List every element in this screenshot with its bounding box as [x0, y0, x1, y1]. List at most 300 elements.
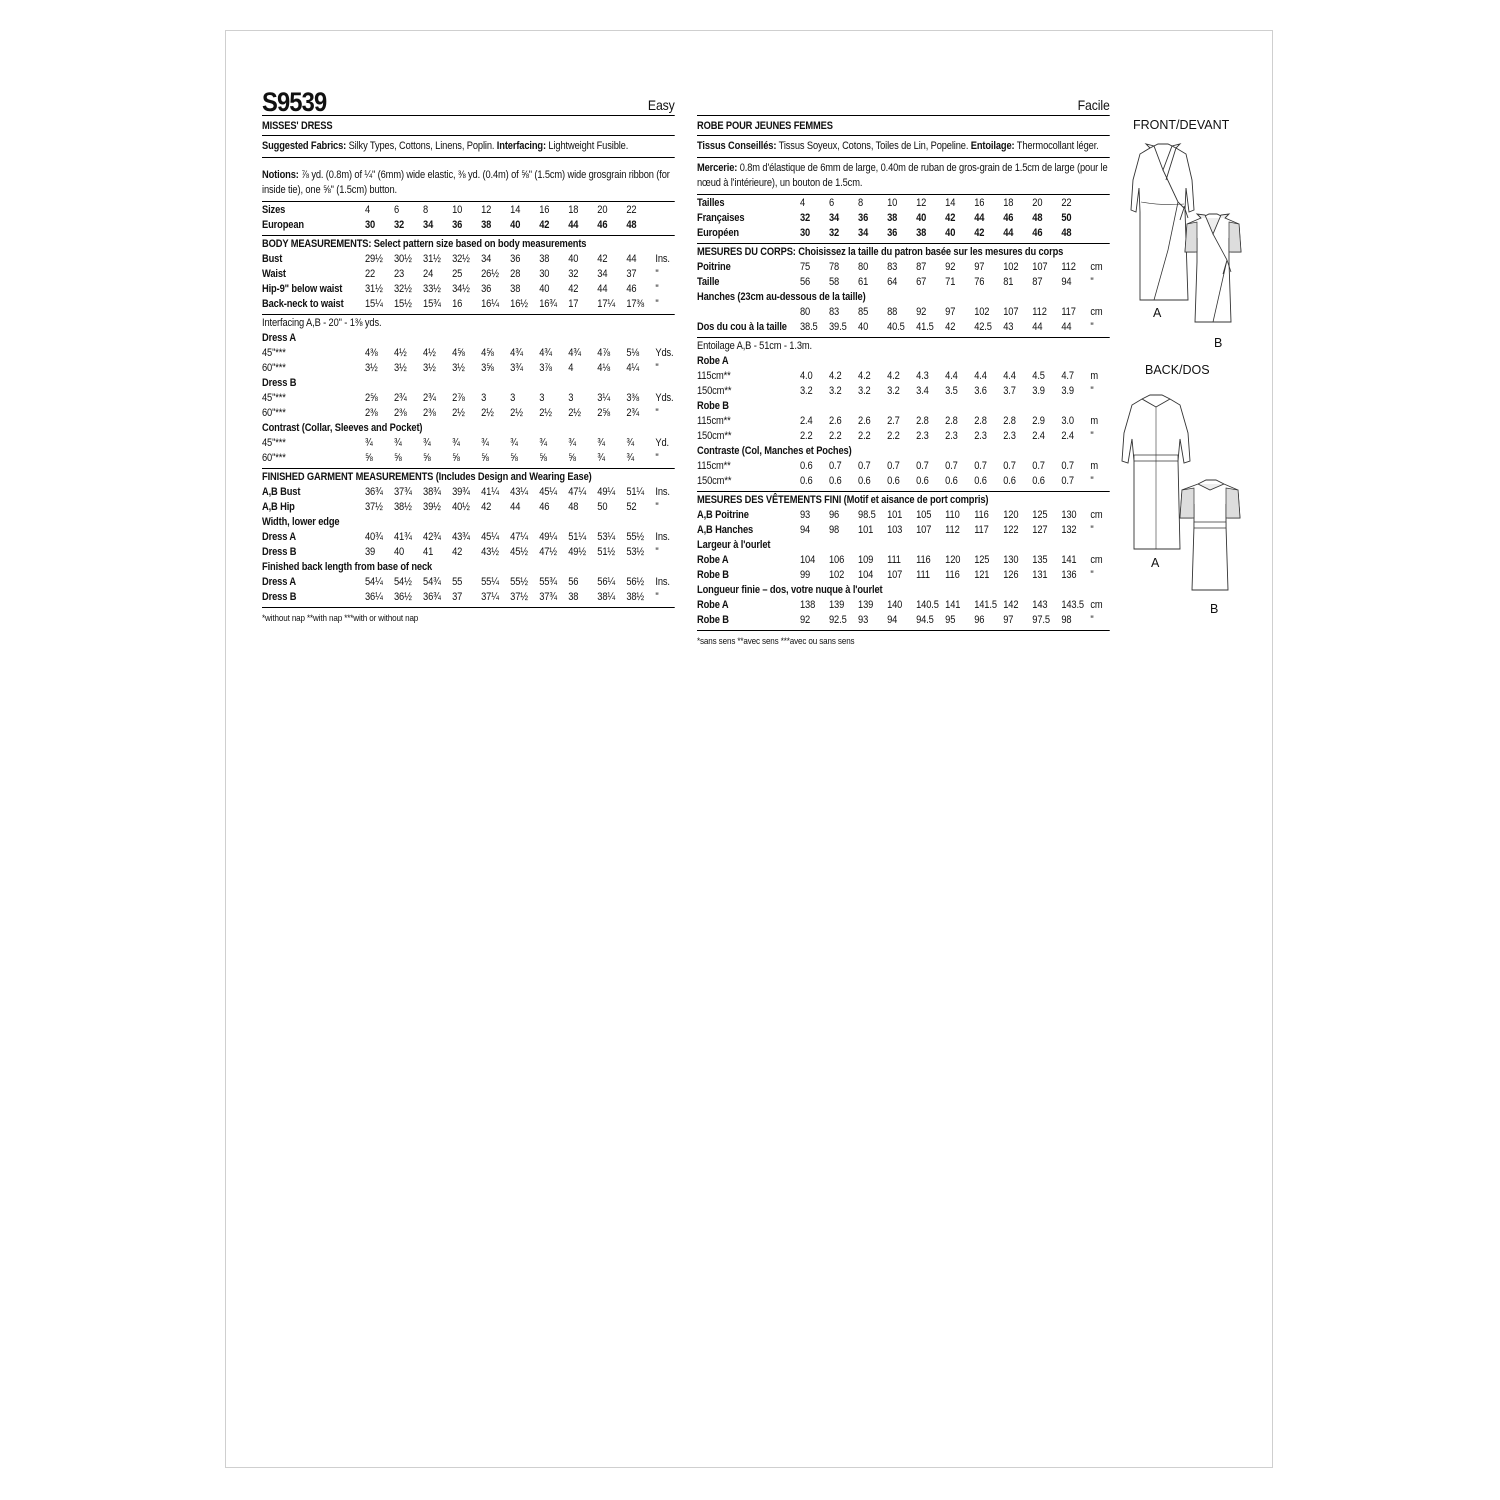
table-cell: 43: [1003, 321, 1014, 333]
table-cell: 55½: [626, 531, 645, 543]
unit-label: ": [1090, 524, 1094, 536]
table-cell: 2.8: [1003, 415, 1016, 427]
table-cell: 18: [1003, 197, 1014, 209]
table-cell: 122: [1003, 524, 1019, 536]
table-cell: 48: [568, 501, 579, 513]
table-cell: 139: [829, 599, 845, 611]
francaises-row: [697, 211, 1110, 226]
unit-label: ": [1090, 430, 1094, 442]
table-cell: 36¼: [364, 591, 383, 603]
unit-label: ": [655, 452, 659, 464]
table-cell: 71: [945, 276, 956, 288]
body-measurements-heading-fr: MESURES DU CORPS: Choisissez la taille du patron basée sur les mesures du corps: [697, 246, 1064, 258]
table-cell: 41.5: [916, 321, 934, 333]
table-cell: 96: [974, 614, 985, 626]
english-column: [262, 88, 675, 626]
front-view-b-drawing: [1183, 212, 1243, 327]
table-cell: 126: [1003, 569, 1019, 581]
contrast-label-fr: Contraste (Col, Manches et Poches): [697, 445, 852, 457]
row-label: 150cm**: [697, 475, 732, 487]
row-label: 150cm**: [697, 430, 732, 442]
table-cell: 16: [452, 298, 463, 310]
unit-label: Ins.: [655, 486, 670, 498]
table-cell: 92.5: [829, 614, 847, 626]
unit-label: ": [655, 268, 659, 280]
table-cell: 39¾: [452, 486, 470, 498]
table-row: [697, 598, 1110, 613]
table-cell: 14: [945, 197, 956, 209]
table-cell: 46: [597, 219, 608, 231]
table-cell: 3½: [452, 362, 465, 374]
finished-heading: FINISHED GARMENT MEASUREMENTS (Includes Design and Wearing Ease): [262, 471, 592, 483]
table-cell: 76: [974, 276, 985, 288]
table-cell: 37¾: [539, 591, 557, 603]
table-cell: ⅝: [452, 452, 460, 464]
table-rows: [262, 391, 675, 421]
row-label: 115cm**: [697, 415, 731, 427]
table-cell: 32: [568, 268, 579, 280]
table-cell: 43¾: [452, 531, 470, 543]
table-cell: 54¾: [423, 576, 441, 588]
row-label: A,B Poitrine: [697, 509, 749, 521]
table-cell: 37: [626, 268, 637, 280]
table-cell: ⅝: [364, 452, 373, 464]
table-cell: 67: [916, 276, 927, 288]
table-cell: 32: [394, 219, 405, 231]
table-cell: 51¼: [626, 486, 645, 498]
table-cell: 46: [539, 501, 550, 513]
table-cell: 41: [423, 546, 434, 558]
table-cell: 38¾: [423, 486, 441, 498]
unit-label: cm: [1090, 599, 1103, 611]
table-row: [697, 459, 1110, 474]
table-cell: 104: [858, 569, 874, 581]
row-label: Taille: [697, 276, 720, 288]
table-cell: 44: [1061, 321, 1072, 333]
table-cell: 4.7: [1061, 370, 1074, 382]
table-rows: [697, 508, 1110, 538]
table-cell: 0.6: [1032, 475, 1045, 487]
table-cell: 2.6: [829, 415, 842, 427]
unit-label: ": [655, 407, 659, 419]
length-label: Finished back length from base of neck: [262, 561, 433, 573]
row-label: Robe B: [697, 569, 729, 581]
table-row: [262, 545, 675, 560]
table-cell: 42: [481, 501, 492, 513]
table-cell: 3.2: [858, 385, 871, 397]
table-cell: 4¾: [510, 347, 523, 359]
table-cell: 101: [887, 509, 903, 521]
table-cell: 3.2: [799, 385, 813, 397]
table-cell: 32: [829, 227, 840, 239]
table-cell: 2⅜: [394, 407, 407, 419]
unit-label: ": [655, 283, 659, 295]
table-cell: 120: [1003, 509, 1019, 521]
table-cell: 25: [452, 268, 463, 280]
table-cell: 36¾: [364, 486, 383, 498]
table-rows: [262, 346, 675, 376]
table-cell: 16¼: [481, 298, 499, 310]
footnote: *without nap **with nap ***with or without nap: [262, 613, 419, 623]
table-row: [262, 406, 675, 421]
table-cell: 4.2: [858, 370, 871, 382]
table-cell: 111: [916, 569, 930, 581]
table-cell: 0.6: [799, 475, 813, 487]
table-cell: 4.4: [1003, 370, 1016, 382]
table-cell: 37¾: [394, 486, 412, 498]
back-view-b-letter: B: [1210, 602, 1219, 616]
row-label: A,B Bust: [262, 486, 301, 498]
length-label-fr: Longueur finie – dos, votre nuque à l'ourlet: [697, 584, 883, 596]
table-cell: 40.5: [887, 321, 905, 333]
table-cell: 105: [916, 509, 932, 521]
table-cell: 2.4: [799, 415, 813, 427]
table-rows: [697, 553, 1110, 583]
row-label: Sizes: [262, 204, 286, 216]
table-row: [262, 391, 675, 406]
table-cell: ⅝: [539, 452, 547, 464]
table-cell: 3.7: [1003, 385, 1016, 397]
table-cell: 94: [1061, 276, 1072, 288]
table-cell: 17⅜: [626, 298, 645, 310]
table-cell: 3: [481, 392, 487, 404]
table-cell: 2.3: [945, 430, 958, 442]
table-cell: 116: [945, 569, 960, 581]
table-cell: 31½: [364, 283, 383, 295]
table-cell: 4¾: [568, 347, 581, 359]
table-cell: 0.6: [887, 475, 900, 487]
table-cell: 61: [858, 276, 869, 288]
table-cell: 2.8: [974, 415, 987, 427]
table-cell: 3.2: [829, 385, 842, 397]
table-cell: ¾: [597, 437, 605, 449]
unit-label: Yds.: [655, 392, 674, 404]
table-cell: 18: [568, 204, 579, 216]
table-cell: 45¼: [481, 531, 499, 543]
table-cell: 92: [945, 261, 956, 273]
table-cell: 127: [1032, 524, 1048, 536]
table-cell: 46: [1003, 212, 1014, 224]
table-cell: 102: [829, 569, 845, 581]
table-cell: 8: [858, 197, 864, 209]
table-cell: 38: [510, 283, 521, 295]
table-cell: 112: [1061, 261, 1076, 273]
suggested-fabrics-fr: Tissus Conseillés: Tissus Soyeux, Cotons, Toiles de Lin, Popeline. Entoilage: Thermocollant léger.: [697, 136, 1110, 158]
table-rows: [697, 260, 1110, 290]
table-cell: 111: [887, 554, 901, 566]
table-cell: 45½: [510, 546, 528, 558]
interfacing-heading: Interfacing A,B - 20" - 1⅜ yds.: [262, 317, 382, 329]
table-cell: 83: [887, 261, 898, 273]
front-view-a-letter: A: [1153, 306, 1162, 320]
table-row: [697, 369, 1110, 384]
unit-label: cm: [1090, 554, 1103, 566]
unit-label: ": [1090, 614, 1094, 626]
table-cell: 4.2: [887, 370, 900, 382]
table-cell: 33½: [423, 283, 441, 295]
table-cell: 0.7: [829, 460, 842, 472]
table-cell: 125: [1032, 509, 1048, 521]
table-cell: 46: [626, 283, 637, 295]
table-cell: 42¾: [423, 531, 441, 543]
yardage-section: [262, 315, 675, 469]
table-cell: 107: [1003, 306, 1019, 318]
table-cell: 4⅝: [452, 347, 465, 359]
table-cell: 83: [829, 306, 840, 318]
table-cell: 116: [974, 509, 989, 521]
row-label: 45"***: [262, 347, 286, 359]
row-label: Dress B: [262, 546, 297, 558]
footnote-fr: *sans sens **avec sens ***avec ou sans sens: [697, 636, 855, 646]
table-cell: 4½: [423, 347, 436, 359]
table-row: [697, 613, 1110, 628]
table-cell: 45¼: [539, 486, 557, 498]
table-cell: 2¾: [423, 392, 436, 404]
table-cell: ¾: [481, 437, 489, 449]
table-cell: 139: [858, 599, 874, 611]
table-cell: 94: [799, 524, 811, 536]
europeen-row: [697, 226, 1110, 241]
table-row: [697, 474, 1110, 489]
difficulty-label: Easy: [647, 97, 675, 113]
table-cell: 3: [510, 392, 516, 404]
table-cell: 143.5: [1061, 599, 1084, 611]
table-cell: 37¼: [481, 591, 499, 603]
hanches-row: [697, 305, 1110, 320]
unit-label: m: [1090, 460, 1099, 472]
table-cell: 95: [945, 614, 956, 626]
table-cell: ¾: [510, 437, 518, 449]
table-cell: 56: [568, 576, 579, 588]
table-cell: 44: [626, 253, 637, 265]
table-cell: 42: [568, 283, 579, 295]
european-row: [262, 218, 675, 233]
table-cell: 16: [539, 204, 550, 216]
table-cell: 53¼: [597, 531, 616, 543]
table-row: [697, 275, 1110, 290]
row-label: Robe A: [697, 599, 729, 611]
table-cell: 56¼: [597, 576, 616, 588]
table-cell: 75: [799, 261, 811, 273]
table-cell: 2.4: [1061, 430, 1074, 442]
table-cell: 54½: [394, 576, 412, 588]
table-cell: 58: [829, 276, 840, 288]
table-cell: 52: [626, 501, 637, 513]
table-cell: ⅝: [394, 452, 402, 464]
row-label: Poitrine: [697, 261, 731, 273]
table-cell: 44: [568, 219, 579, 231]
table-cell: 2½: [539, 407, 552, 419]
table-cell: 44: [597, 283, 608, 295]
table-cell: 32½: [394, 283, 412, 295]
table-cell: 36: [452, 219, 463, 231]
table-cell: 141: [945, 599, 961, 611]
table-cell: 2¾: [626, 407, 640, 419]
table-cell: 39½: [423, 501, 441, 513]
table-cell: 3½: [394, 362, 407, 374]
table-cell: 64: [887, 276, 898, 288]
table-row: [262, 252, 675, 267]
table-cell: 80: [799, 306, 811, 318]
table-cell: 0.7: [1003, 460, 1016, 472]
table-cell: 50: [597, 501, 608, 513]
row-label: Dress A: [262, 576, 296, 588]
unit-label: ": [655, 546, 659, 558]
table-cell: 32½: [452, 253, 470, 265]
french-header: [697, 88, 1110, 116]
table-cell: 44: [510, 501, 521, 513]
table-cell: 2⅜: [364, 407, 378, 419]
row-label: Dress B: [262, 591, 297, 603]
table-cell: 143: [1032, 599, 1048, 611]
table-cell: 3⅞: [539, 362, 552, 374]
table-cell: 112: [945, 524, 960, 536]
table-cell: 140.5: [916, 599, 939, 611]
table-rows: [697, 414, 1110, 444]
table-cell: 85: [858, 306, 869, 318]
table-cell: ¾: [626, 437, 634, 449]
table-cell: 36: [510, 253, 521, 265]
table-cell: 140: [887, 599, 903, 611]
sizes-row-fr: [697, 196, 1110, 211]
row-label: European: [262, 219, 304, 231]
table-cell: 40: [568, 253, 579, 265]
table-cell: 130: [1003, 554, 1019, 566]
table-cell: 22: [364, 268, 376, 280]
table-cell: 116: [916, 554, 931, 566]
table-cell: 142: [1003, 599, 1019, 611]
table-rows: [262, 575, 675, 605]
unit-label: m: [1090, 370, 1099, 382]
table-cell: 3.2: [887, 385, 900, 397]
row-label: Tailles: [697, 197, 725, 209]
difficulty-label-fr: Facile: [1077, 97, 1110, 113]
french-column: [697, 88, 1110, 649]
table-cell: 44: [1003, 227, 1014, 239]
table-cell: 2⅞: [452, 392, 465, 404]
table-cell: 101: [858, 524, 874, 536]
table-rows: [697, 598, 1110, 628]
unit-label: Ins.: [655, 531, 670, 543]
row-label: 60"***: [262, 407, 286, 419]
table-cell: 37½: [510, 591, 528, 603]
table-cell: 2.4: [1032, 430, 1045, 442]
table-cell: 4⅛: [597, 362, 610, 374]
table-rows: [697, 459, 1110, 489]
table-cell: 0.6: [829, 475, 842, 487]
row-label: Bust: [262, 253, 283, 265]
row-label: Robe B: [697, 614, 729, 626]
table-rows: [697, 369, 1110, 399]
table-cell: 2.3: [1003, 430, 1016, 442]
table-cell: 4⅝: [481, 347, 494, 359]
table-cell: 121: [974, 569, 990, 581]
table-cell: 51½: [597, 546, 616, 558]
table-cell: 42: [945, 321, 956, 333]
table-cell: 38: [568, 591, 579, 603]
table-cell: 141: [1061, 554, 1077, 566]
table-cell: 87: [1032, 276, 1043, 288]
body-measurements: [262, 236, 675, 315]
table-cell: 26½: [481, 268, 499, 280]
table-cell: 94: [887, 614, 898, 626]
table-cell: 4.5: [1032, 370, 1045, 382]
table-cell: 56: [799, 276, 811, 288]
table-cell: 4⅜: [364, 347, 378, 359]
table-cell: 4.0: [799, 370, 813, 382]
table-cell: 8: [423, 204, 429, 216]
table-cell: 56½: [626, 576, 645, 588]
table-cell: 3.0: [1061, 415, 1074, 427]
table-cell: ⅝: [568, 452, 576, 464]
table-cell: 92: [799, 614, 811, 626]
table-cell: 50: [1061, 212, 1072, 224]
table-cell: 6: [829, 197, 835, 209]
unit-label: Ins.: [655, 253, 670, 265]
table-cell: 97: [945, 306, 956, 318]
table-row: [262, 346, 675, 361]
table-cell: 117: [974, 524, 989, 536]
table-cell: 3½: [423, 362, 436, 374]
table-cell: 39: [364, 546, 376, 558]
table-row: [262, 590, 675, 605]
table-cell: 40¾: [364, 531, 383, 543]
finished-heading-fr: MESURES DES VÊTEMENTS FINI (Motif et aisance de port compris): [697, 494, 989, 506]
suggested-fabrics: Suggested Fabrics: Silky Types, Cottons, Linens, Poplin. Interfacing: Lightweight Fusible.: [262, 136, 675, 158]
table-cell: 4.4: [945, 370, 958, 382]
table-cell: 6: [394, 204, 400, 216]
table-cell: 22: [1061, 197, 1072, 209]
table-row: [262, 485, 675, 500]
table-cell: 3.9: [1032, 385, 1045, 397]
table-rows: [262, 530, 675, 560]
table-cell: 48: [1061, 227, 1072, 239]
table-cell: 0.6: [1003, 475, 1016, 487]
table-cell: ¾: [539, 437, 547, 449]
row-label: Françaises: [697, 212, 745, 224]
table-cell: 42: [452, 546, 463, 558]
table-cell: 30½: [394, 253, 412, 265]
table-cell: 0.6: [799, 460, 813, 472]
table-cell: 0.7: [1032, 460, 1045, 472]
table-cell: 42: [539, 219, 550, 231]
table-cell: 42: [945, 212, 956, 224]
table-cell: 48: [1032, 212, 1043, 224]
table-cell: 24: [423, 268, 434, 280]
table-cell: 55½: [510, 576, 528, 588]
table-cell: 40½: [452, 501, 470, 513]
row-label: A,B Hanches: [697, 524, 754, 536]
front-view-b-letter: B: [1214, 336, 1223, 350]
table-cell: 98: [1061, 614, 1072, 626]
table-cell: 49½: [568, 546, 586, 558]
table-cell: 4: [799, 197, 806, 209]
table-cell: 5⅛: [626, 347, 640, 359]
table-cell: 39.5: [829, 321, 847, 333]
table-cell: 4½: [394, 347, 407, 359]
table-cell: 36½: [394, 591, 412, 603]
table-cell: 3¼: [597, 392, 610, 404]
table-cell: ¾: [423, 437, 431, 449]
table-cell: ¾: [597, 452, 605, 464]
finished-measurements: [262, 469, 675, 608]
table-cell: 0.7: [916, 460, 929, 472]
table-cell: 44: [974, 212, 985, 224]
table-row: [697, 429, 1110, 444]
table-cell: 3.9: [1061, 385, 1074, 397]
table-cell: 2⅜: [423, 407, 436, 419]
table-cell: 141.5: [974, 599, 997, 611]
